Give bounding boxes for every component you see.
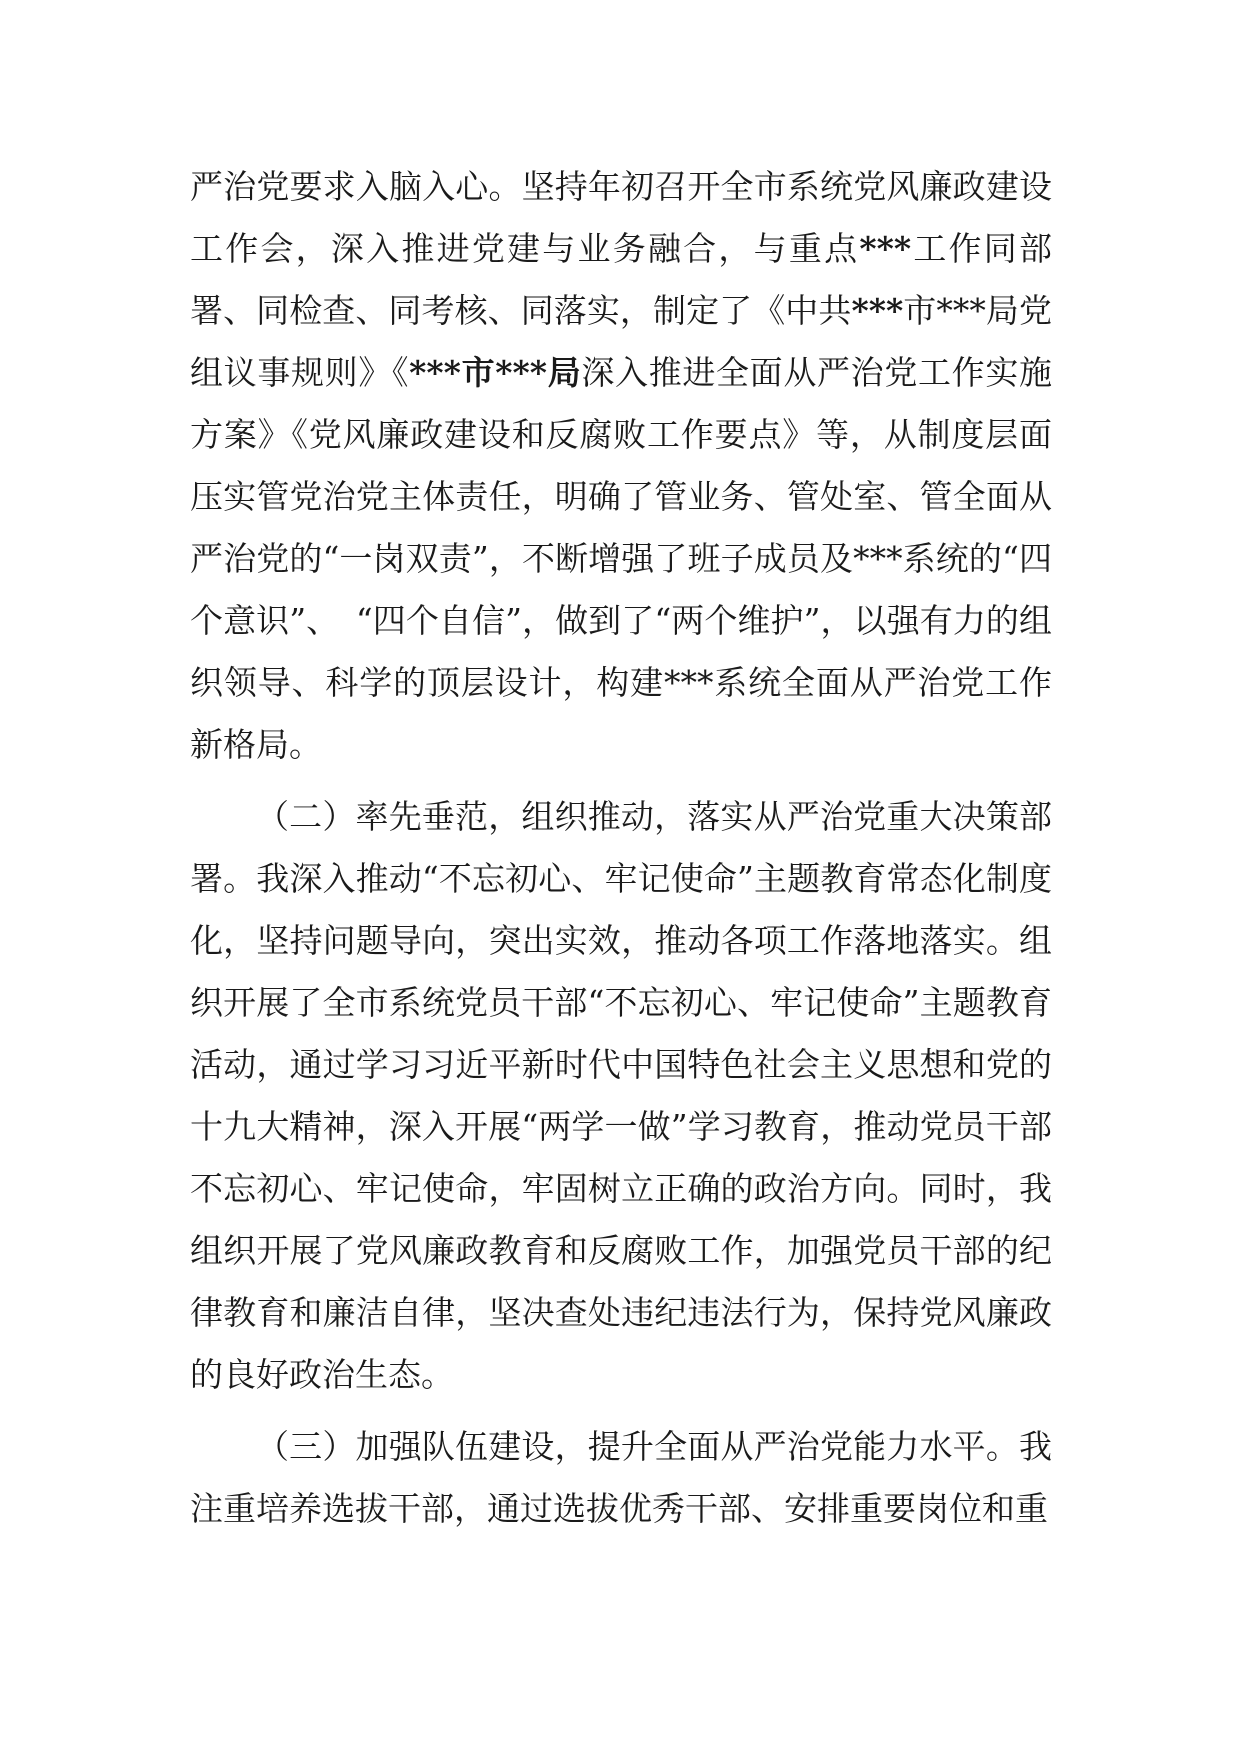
text-run: 深入推进全面从严治党工作实施方案》《党风廉政建设和反腐败工作要点》等，从制度层面压实管党治党主体责任，明确了管业务、管处室、管全面从严治党的“一岗双责”，不断增强了班子成员及***系统的“四个意识”、 “四个自信”，做到了“两个维护”，以强有力的组织领导、科学的顶层设计，构建***系统全面从严治党工作新格局。 <box>190 353 1053 764</box>
text-run: （二）率先垂范，组织推动，落实从严治党重大决策部署。我深入推动“不忘初心、牢记使命”主题教育常态化制度化，坚持问题导向，突出实效，推动各项工作落地落实。组织开展了全市系统党员干部“不忘初心、牢记使命”主题教育活动，通过学习习近平新时代中国特色社会主义思想和党的十九大精神，深入开展“两学一做”学习教育，推动党员干部不忘初心、牢记使命，牢固树立正确的政治方向。同时，我组织开展了党风廉政教育和反腐败工作，加强党员干部的纪律教育和廉洁自律，坚决查处违纪违法行为，保持党风廉政的良好政治生态。 <box>190 797 1052 1394</box>
text-run: 严治党要求入脑入心。坚持年初召开全市系统党风廉政建设工作会，深入推进党建与业务融合，与重点 <box>190 167 1052 268</box>
redacted-text-bold: ***市***局 <box>409 353 582 392</box>
document-body <box>190 156 1052 1540</box>
text-run: （三）加强队伍建设，提升全面从严治党能力水平。我注重培养选拔干部，通过选拔优秀干部、安排重要岗位和重 <box>190 1427 1052 1528</box>
paragraph-2 <box>190 786 1052 1406</box>
paragraph-3 <box>190 1416 1052 1540</box>
redacted-text-bold: *** <box>859 229 912 268</box>
text-run: 工作同部署、同检查、同考核、同落实，制定了《中共 <box>190 229 1053 330</box>
text-run: 市***局党组议事规则》《 <box>190 291 1053 392</box>
redacted-text-bold: *** <box>851 291 904 330</box>
paragraph-1 <box>190 156 1052 776</box>
